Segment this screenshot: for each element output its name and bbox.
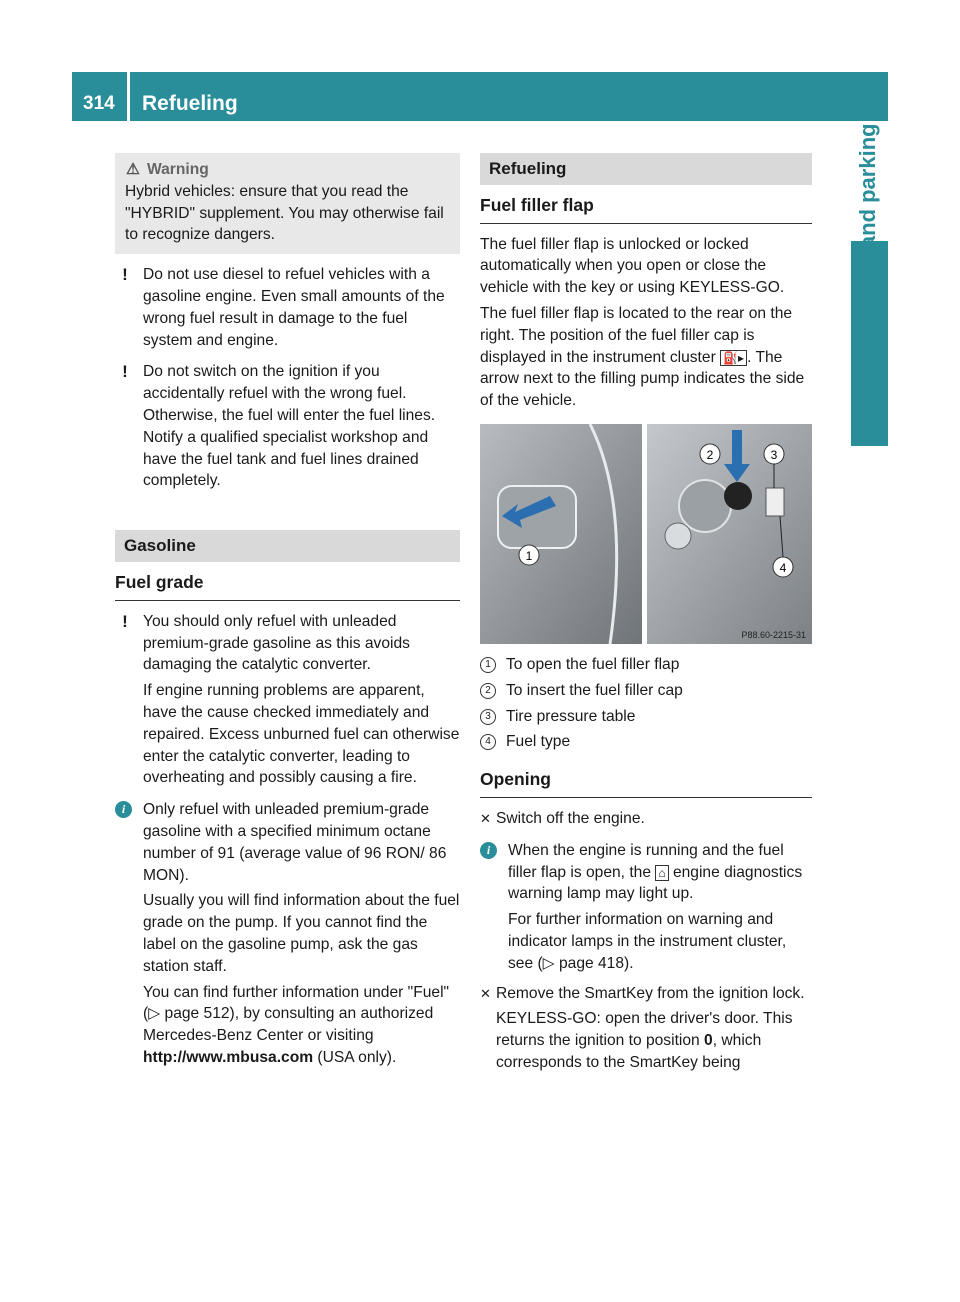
legend-number: 3 bbox=[480, 709, 496, 725]
section-bar-gasoline: Gasoline bbox=[115, 530, 460, 562]
info-text-part: engine diagnostics warning lamp may light up. bbox=[508, 863, 803, 903]
fuel-flap-illustration bbox=[480, 424, 812, 644]
caution-note bbox=[115, 361, 460, 492]
callout-4-label: 4 bbox=[779, 560, 787, 575]
caution-text: You should only refuel with unleaded premium-grade gasoline as this avoids damaging the catalytic converter. bbox=[143, 612, 410, 674]
page-number: 314 bbox=[83, 93, 115, 114]
info-text: Usually you will find information about the fuel grade on the pump. If you cannot find the label on the gasoline pump, ask the gas station staff. bbox=[143, 892, 460, 975]
caution-text: Do not use diesel to refuel vehicles with a gasoline engine. Even small amounts of the wrong fuel result in damage to the fuel system and engine. bbox=[143, 266, 445, 349]
warning-triangle-icon: ⚠ bbox=[126, 161, 140, 178]
step-text-part: , which corresponds to the SmartKey being bbox=[496, 1032, 762, 1071]
figure-code: P88.60-2215-31 bbox=[741, 629, 806, 640]
legend-text: To insert the fuel filler cap bbox=[506, 681, 683, 699]
insert-arrow-shaft bbox=[732, 430, 742, 466]
section-bar-refueling: Refueling bbox=[480, 153, 812, 185]
ignition-position: 0 bbox=[704, 1032, 713, 1050]
legend-item bbox=[480, 680, 812, 702]
step-text: Remove the SmartKey from the ignition lock. bbox=[496, 984, 805, 1002]
legend-text: To open the fuel filler flap bbox=[506, 655, 680, 673]
paragraph bbox=[480, 303, 812, 412]
exclamation-icon: ! bbox=[122, 611, 128, 631]
callout-3-label: 3 bbox=[770, 447, 778, 462]
callout-1-label: 1 bbox=[525, 548, 533, 563]
info-text-part: You can find further information under "Fuel" (▷ page 512), by consulting an authorized Mercedes-Benz Center or visiting bbox=[143, 983, 450, 1045]
legend-item bbox=[480, 654, 812, 676]
warning-heading bbox=[125, 159, 452, 181]
info-text bbox=[508, 840, 812, 905]
instruction-step bbox=[480, 808, 812, 830]
fuel-pump-icon: ⛽▸ bbox=[720, 350, 747, 366]
caution-text: Do not switch on the ignition if you accidentally refuel with the wrong fuel. Otherwise, the fuel will enter the fuel lines. Notify a qualified specialist workshop and have the fuel tank and fuel lines drained completely. bbox=[143, 363, 436, 490]
warning-title: Warning bbox=[147, 161, 209, 178]
subheading-fuel-grade: Fuel grade bbox=[115, 562, 460, 601]
warning-text: Hybrid vehicles: ensure that you read the "HYBRID" supplement. You may otherwise fail to recognize dangers. bbox=[125, 182, 444, 244]
filler-neck bbox=[679, 480, 731, 532]
step-arrow-icon: ✕ bbox=[480, 985, 491, 1001]
info-note bbox=[115, 799, 460, 1069]
chapter-label: Driving and parking bbox=[855, 123, 880, 330]
subheading-opening: Opening bbox=[480, 759, 812, 798]
caution-note bbox=[115, 264, 460, 351]
warning-box bbox=[115, 153, 460, 254]
instruction-step bbox=[480, 983, 812, 1074]
filler-cap bbox=[724, 482, 752, 510]
legend-number: 1 bbox=[480, 657, 496, 673]
right-column bbox=[480, 153, 812, 1074]
step-text-part: KEYLESS-GO: open the driver's door. This returns the ignition to position bbox=[496, 1010, 793, 1050]
legend-item bbox=[480, 731, 812, 753]
filler-cap-holder bbox=[665, 523, 691, 549]
step-text bbox=[496, 1008, 812, 1073]
exclamation-icon: ! bbox=[122, 362, 128, 382]
info-text bbox=[143, 982, 460, 1069]
info-text-part: When the engine is running and the fuel filler flap is open, the bbox=[508, 841, 784, 881]
photo-divider bbox=[642, 424, 647, 644]
fuel-flap-figure bbox=[480, 424, 812, 644]
page-header bbox=[72, 72, 888, 121]
legend-text: Fuel type bbox=[506, 733, 571, 751]
caution-note bbox=[115, 611, 460, 789]
info-text: For further information on warning and indicator lamps in the instrument cluster, see (▷ page 418). bbox=[508, 911, 787, 972]
subheading-fuel-filler-flap: Fuel filler flap bbox=[480, 185, 812, 224]
step-arrow-icon: ✕ bbox=[480, 810, 491, 826]
paragraph: The fuel filler flap is unlocked or locked automatically when you open or close the vehicle with the key or using KEYLESS-GO. bbox=[480, 235, 785, 297]
callout-2-label: 2 bbox=[706, 447, 714, 462]
paragraph-part: . The arrow next to the filling pump indicates the side of the vehicle. bbox=[480, 348, 805, 410]
step-text: Switch off the engine. bbox=[496, 809, 645, 827]
left-column bbox=[115, 153, 460, 1073]
info-note bbox=[480, 840, 812, 975]
caution-text: If engine running problems are apparent, have the cause checked immediately and repaired. Excess unburned fuel can otherwise enter the catalytic converter, leading to overheating and possibly causing a fire. bbox=[143, 682, 460, 787]
mbusa-link[interactable]: http://www.mbusa.com bbox=[143, 1048, 314, 1066]
engine-diagnostics-icon: ⌂ bbox=[655, 865, 668, 881]
page-title: Refueling bbox=[142, 92, 238, 115]
header-divider bbox=[127, 72, 130, 121]
figure-legend bbox=[480, 654, 812, 753]
tire-pressure-label bbox=[766, 488, 784, 516]
paragraph-part: The fuel filler flap is located to the rear on the right. The position of the fuel filler cap is displayed in the instrument cluster bbox=[480, 304, 793, 366]
legend-text: Tire pressure table bbox=[506, 707, 636, 725]
legend-number: 4 bbox=[480, 734, 496, 750]
info-text-part: (USA only). bbox=[313, 1048, 397, 1066]
info-text: Only refuel with unleaded premium-grade gasoline with a specified minimum octane number of 91 (average value of 96 RON/ 86 MON). bbox=[143, 801, 447, 884]
info-icon: i bbox=[115, 801, 132, 818]
exclamation-icon: ! bbox=[122, 265, 128, 285]
legend-item bbox=[480, 706, 812, 728]
info-icon: i bbox=[480, 842, 497, 859]
legend-number: 2 bbox=[480, 683, 496, 699]
